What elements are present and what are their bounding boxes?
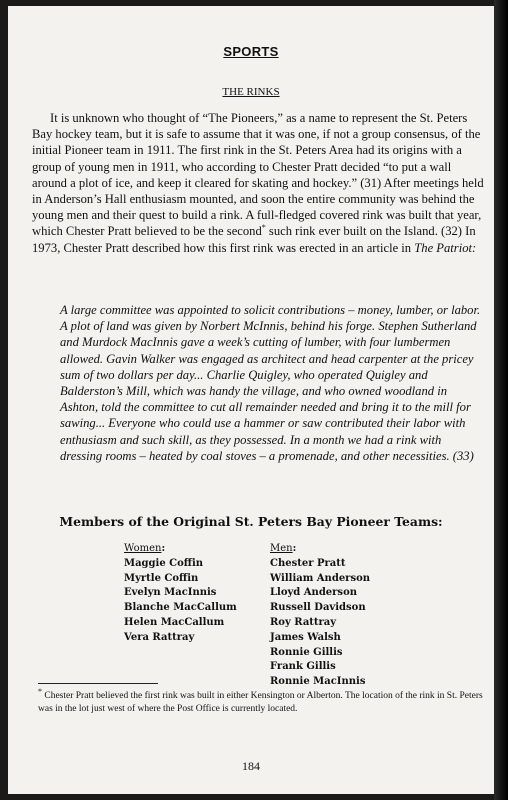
list-item: Blanche MacCallum xyxy=(124,602,237,614)
list-item: Vera Rattray xyxy=(124,631,195,643)
footnote xyxy=(38,686,484,715)
list-item: Roy Rattray xyxy=(270,616,337,628)
paragraph-part-1: It is unknown who thought of “The Pioneers,” as a name to represent the St. Peters Bay hockey team, but it is safe to assume that it was one, if not a group consensus, of the initial Pioneer team in 1911. The first rink in the St. Peters Area had its origins with a group of young men in 1911, who according to Chester Pratt decided “to put a wall around a plot of ice, and keep it cleared for skating and hockey.” (31) After meetings held in Anderson’s Hall enthusiasm mounted, and soon the entire community was behind the young men and their quest to build a rink. A full-fledged covered rink was built that year, which Chester Pratt believed to be the second xyxy=(32,111,484,239)
list-item: Russell Davidson xyxy=(270,602,366,614)
list-item: Lloyd Anderson xyxy=(270,587,358,599)
body-paragraph xyxy=(32,110,484,256)
women-header: Women: xyxy=(124,543,166,554)
men-header: Men: xyxy=(270,543,297,554)
women-column xyxy=(124,542,237,646)
book-page xyxy=(8,6,494,794)
page-number: 184 xyxy=(242,759,260,773)
list-item: Frank Gillis xyxy=(270,661,336,673)
footnote-divider xyxy=(38,683,158,684)
footnote-marker: * xyxy=(38,686,42,696)
paragraph-part-2: such rink ever built on the Island. (32) In 1973, Chester Pratt described how this first rink was erected in an article in xyxy=(32,224,476,255)
members-title: Members of the Original St. Peters Bay Pioneer Teams: xyxy=(59,514,443,529)
list-item: Chester Pratt xyxy=(270,557,346,569)
men-column xyxy=(270,542,370,690)
book-spine-shadow xyxy=(494,0,508,800)
list-item: William Anderson xyxy=(270,572,371,584)
list-item: James Walsh xyxy=(270,631,341,643)
footnote-text: Chester Pratt believed the first rink was built in either Kensington or Alberton. The location of the rink in St. Peters was in the lot just west of where the Post Office is currently located. xyxy=(38,691,483,714)
publication-name: The Patriot: xyxy=(414,240,477,255)
list-item: Helen MacCallum xyxy=(124,616,225,628)
footnote-marker: * xyxy=(261,223,266,233)
list-item: Maggie Coffin xyxy=(124,557,204,569)
section-subheading: THE RINKS xyxy=(222,86,280,98)
section-heading: SPORTS xyxy=(223,44,279,59)
block-quote: A large committee was appointed to solicit contributions – money, lumber, or labor. A plot of land was given by Norbert McInnis, behind his forge. Stephen Sutherland and Murdock MacInnis gave a week’s cutting of lumber, with four lumbermen allowed. Gavin Walker was engaged as architect and head carpenter at the pricey sum of two dollars per day... Charlie Quigley, who operated Quigley and Balderston’s Mill, which was handy the village, and who owned woodland in Ashton, told the committee to cut all remainder needed and bring it to the mill for sawing... Everyone who could use a hammer or saw contributed their labor with enthusiasm and such skill, as they possessed. In a month we had a rink with dressing rooms – heated by coal stoves – a promenade, and other necessities. (33) xyxy=(60,303,481,463)
list-item: Ronnie Gillis xyxy=(270,646,343,658)
list-item: Evelyn MacInnis xyxy=(124,587,217,599)
list-item: Ronnie MacInnis xyxy=(270,676,366,688)
list-item: Myrtle Coffin xyxy=(124,572,199,584)
